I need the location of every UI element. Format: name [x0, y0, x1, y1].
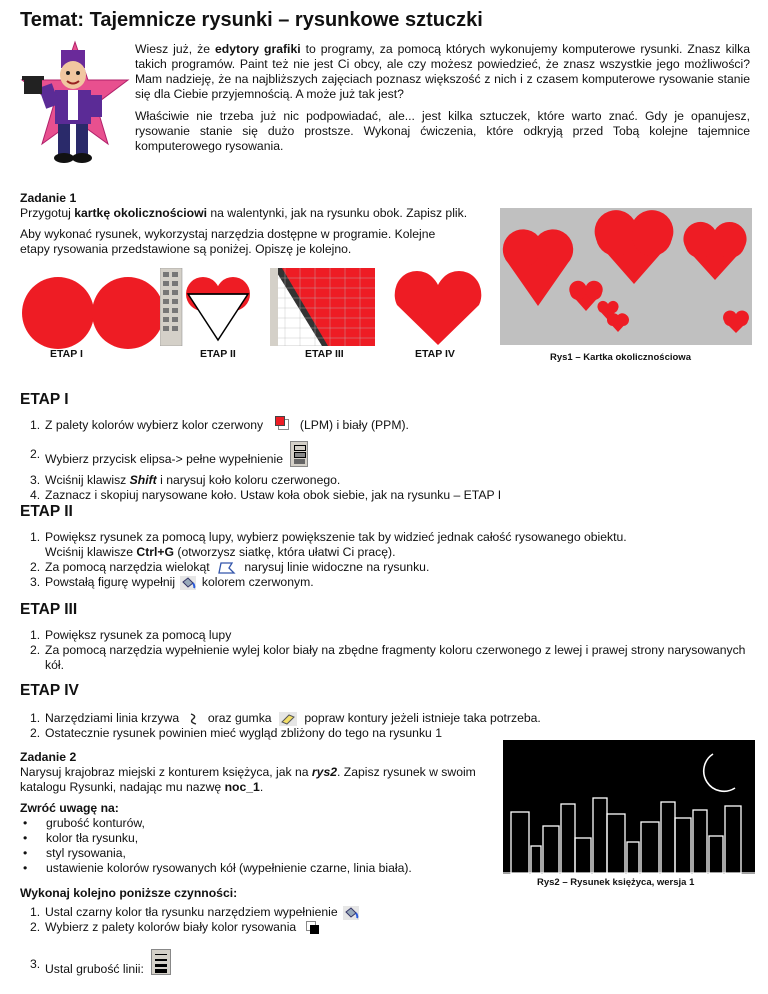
- stage4-label: ETAP IV: [415, 348, 455, 360]
- etap1-item-1: 1. Z palety kolorów wybierz kolor czerwony (LPM) i biały (PPM).: [20, 418, 760, 433]
- step-item-1: 1. Ustal czarny kolor tła rysunku narzędziem wypełnienie: [20, 905, 500, 920]
- attention-item: • styl rysowania,: [20, 846, 482, 861]
- task2-instruction: Narysuj krajobraz miejski z konturem księżyca, jak na rys2. Zapisz rysunek w swoim katalogu Rysunki, nadając mu nazwę noc_1.: [20, 765, 476, 794]
- stage1-label: ETAP I: [50, 348, 83, 360]
- valentine-card-figure: [500, 208, 752, 345]
- stage2-label: ETAP II: [200, 348, 236, 360]
- fill-bucket-icon[interactable]: [343, 906, 359, 920]
- stage1-figure: [20, 275, 168, 350]
- steps-heading: Wykonaj kolejno poniższe czynności:: [20, 886, 238, 900]
- etap1-item-3: 3. Wciśnij klawisz Shift i narysuj koło koloru czerwonego.: [30, 473, 341, 487]
- etap3-heading: ETAP III: [20, 601, 78, 618]
- task1-heading: Zadanie 1: [20, 191, 77, 205]
- attention-list: [20, 816, 482, 876]
- polygon-tool-icon[interactable]: [217, 561, 237, 575]
- stage2-figure: [160, 268, 260, 346]
- task1-paragraph: Aby wykonać rysunek, wykorzystaj narzędzia dostępne w programie. Kolejne etapy rysowania przedstawione są poniżej. Opiszę je kolejno.: [20, 227, 436, 256]
- etap2-item-1: 1. Powiększ rysunek za pomocą lupy, wybierz powiększenie tak by widzieć jednak całość rysowanego obiektu. Wciśnij klawisze Ctrl+G (otworzysz siatkę, która ułatwi Ci pracę).: [30, 530, 627, 559]
- figure2-caption: Rys2 – Rysunek księżyca, wersja 1: [537, 877, 695, 888]
- etap4-item-2: 2. Ostatecznie rysunek powinien mieć wygląd zbliżony do tego na rysunku 1: [30, 726, 442, 740]
- etap1-item-2: 2. Wybierz przycisk elipsa-> pełne wypełnienie: [20, 447, 760, 473]
- attention-item: • ustawienie kolorów rysowanych kół (wypełnienie czarne, linia biała).: [20, 861, 482, 876]
- night-city-figure: [503, 740, 755, 874]
- black-white-palette-icon[interactable]: [306, 921, 320, 935]
- step-item-2: 2. Wybierz z palety kolorów biały kolor rysowania: [20, 920, 500, 935]
- stage3-figure: [270, 268, 375, 346]
- page-title: Temat: Tajemnicze rysunki – rysunkowe sztuczki: [20, 9, 483, 31]
- etap3-item-2: 2. Za pomocą narzędzia wypełnienie wylej kolor biały na zbędne fragmenty koloru czerwonego z lewej i prawej strony narysowanych kół.: [30, 643, 746, 672]
- line-width-options-icon[interactable]: [151, 949, 171, 975]
- fill-bucket-icon[interactable]: [180, 576, 196, 590]
- eraser-icon[interactable]: [279, 712, 297, 726]
- etap3-item-1: 1. Powiększ rysunek za pomocą lupy: [30, 628, 232, 642]
- step-item-3: 3. Ustal grubość linii:: [20, 957, 500, 983]
- magician-illustration: [20, 40, 130, 170]
- etap2-item-3: 3. Powstałą figurę wypełnij kolorem czerwonym.: [30, 575, 314, 589]
- attention-item: • kolor tła rysunku,: [20, 831, 482, 846]
- etap1-item-4: 4. Zaznacz i skopiuj narysowane koło. Ustaw koła obok siebie, jak na rysunku – ETAP I: [30, 488, 502, 502]
- task2-heading: Zadanie 2: [20, 750, 77, 764]
- color-palette-icon[interactable]: [275, 416, 289, 430]
- curve-tool-icon[interactable]: [187, 712, 201, 726]
- stage4-figure: [383, 265, 493, 347]
- intro-paragraph-2: Właściwie nie trzeba już nic podpowiadać, ale... jest kilka sztuczek, które warto znać. Gdy je opanujesz, rysowanie stanie się dużo prostsze. Wykonaj ćwiczenia, które odkryją przed Tobą kolejne tajemnice komputerowego rysowania.: [135, 109, 750, 153]
- ellipse-fill-options-icon[interactable]: [290, 441, 308, 467]
- task1-instruction: Przygotuj kartkę okolicznościowi na walentynki, jak na rysunku obok. Zapisz plik.: [20, 206, 468, 220]
- etap1-heading: ETAP I: [20, 391, 69, 408]
- stage3-label: ETAP III: [305, 348, 344, 360]
- etap2-item-2: 2. Za pomocą narzędzia wielokąt narysuj linie widoczne na rysunku.: [30, 560, 430, 574]
- figure1-caption: Rys1 – Kartka okolicznościowa: [550, 352, 691, 363]
- etap4-item-1: 1. Narzędziami linia krzywa oraz gumka popraw kontury jeżeli istnieje taka potrzeba.: [30, 711, 541, 725]
- etap4-heading: ETAP IV: [20, 682, 79, 699]
- attention-item: • grubość konturów,: [20, 816, 482, 831]
- intro-paragraph-1: Wiesz już, że edytory grafiki to programy, za pomocą których wykonujemy komputerowe rysunki. Znasz kilka takich programów. Paint też nie jest Ci obcy, ale czy możesz powiedzieć, że znasz wszystkie jego możliwości? Mam nadzieję, że na najbliższych zajęciach poznasz większość z nich i z czasem komputerowe rysowanie stanie się dla Ciebie przyjemnością. A może już tak jest?: [135, 42, 750, 101]
- attention-heading: Zwróć uwagę na:: [20, 801, 119, 815]
- etap2-heading: ETAP II: [20, 503, 73, 520]
